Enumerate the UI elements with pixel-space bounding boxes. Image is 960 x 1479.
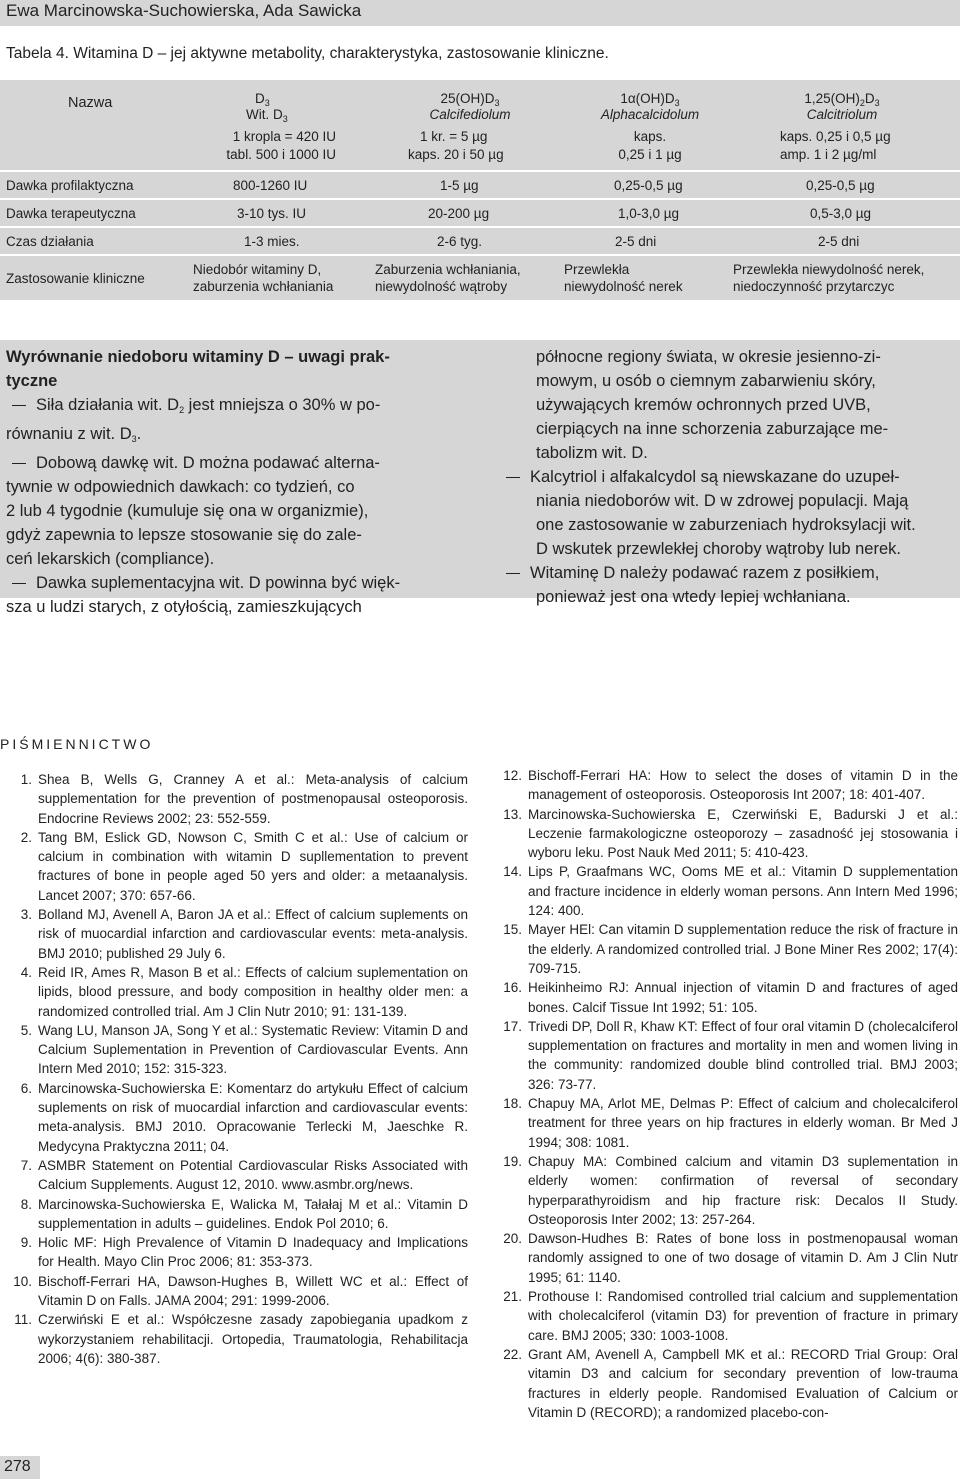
box-line: ponieważ jest ona wtedy lepiej wchłaniana. — [536, 588, 851, 606]
page-number: 278 — [4, 1458, 31, 1475]
reference-number: 6. — [20, 1080, 32, 1096]
dash-bullet-icon — [506, 573, 520, 574]
cell-alfacalcidol: 0,25-0,5 µg — [614, 178, 683, 193]
box-item-2: Dobową dawkę wit. D można podawać alterna- — [6, 451, 466, 475]
reference-item — [4, 770, 468, 828]
calcitriol-name: Calcitriolum — [806, 107, 878, 122]
cell-calcifediol: 20-200 µg — [428, 206, 490, 221]
box-item-4: Kalcytriol i alfakalcydol są niewskazane do uzupeł- — [500, 465, 960, 489]
dash-bullet-icon — [12, 405, 26, 406]
reference-text: ASMBR Statement on Potential Cardiovascular Risks Associated with Calcium Supplements. August 12, 2010. www.asmbr.org/news. — [38, 1157, 468, 1193]
header-alfacalcidol: $1\alpha(OH)D_3$ — [620, 91, 680, 108]
reference-number: 22. — [503, 1346, 522, 1362]
box-line: używających kremów ochronnych przed UVB, — [536, 396, 871, 414]
row-label: Czas działania — [6, 234, 94, 249]
reference-text: Tang BM, Eslick GD, Nowson C, Smith C et al.: Use of calcium or calcium in combination with witamin D supllementation to prevent fractures of bone in people aged 50 yers and older: a metaanalysis. Lancet 2007; 370: 657-66. — [38, 829, 468, 903]
cell-d3: 1-3 mies. — [244, 234, 300, 249]
reference-item — [494, 978, 958, 1017]
calcitriol-dose-2: amp. 1 i 2 µg/ml — [780, 147, 877, 162]
dash-bullet-icon — [506, 477, 520, 478]
reference-text: Holic MF: High Prevalence of Vitamin D Inadequacy and Implications for Health. Mayo Clin Proc 2006; 81: 353-373. — [38, 1235, 468, 1270]
box-line: tywnie w odpowiednich dawkach: co tydzień, co — [6, 478, 355, 496]
cell-calcitriol: 0,5-3,0 µg — [810, 206, 872, 221]
reference-text: Dawson-Hudhes B: Rates of bone loss in postmenopausal woman randomly assigned to one of two dosage of vitamin D. Am J Clin Nutr 1995; 61: 1140. — [528, 1231, 958, 1285]
reference-text: Mayer HEl: Can vitamin D supplementation reduce the risk of fracture in the elderly. A randomized controlled trial. J Bone Miner Res 2002; 17(4): 709-715. — [528, 922, 958, 976]
calcifediol-name: Calcifediolum — [429, 107, 511, 122]
reference-text: Lips P, Graafmans WC, Ooms ME et al.: Vitamin D supplementation and fracture incidence in elderly woman persons. Ann Intern Med 1996; 124: 400. — [528, 864, 958, 919]
table-caption: Tabela 4. Witamina D – jej aktywne metabolity, charakterystyka, zastosowanie kliniczne. — [6, 45, 609, 62]
cell-calcifediol-line1: Zaburzenia wchłaniania, — [375, 262, 521, 277]
reference-number: 7. — [20, 1157, 32, 1173]
header-d3: $D_3$ — [255, 91, 270, 108]
cell-calcitriol-line2: niedoczynność przytarczyc — [733, 279, 895, 294]
reference-item — [494, 1152, 958, 1229]
table-row — [0, 226, 960, 254]
reference-item — [494, 805, 958, 863]
reference-number: 4. — [20, 964, 32, 980]
reference-item — [494, 766, 958, 805]
reference-item — [494, 1017, 958, 1094]
box-item-1-cont: równaniu z wit. $D_3$. — [6, 425, 142, 444]
row-label: Dawka profilaktyczna — [6, 178, 134, 193]
vitamin-d-table — [0, 80, 960, 298]
cell-calcifediol-line2: niewydolność wątroby — [375, 279, 508, 294]
reference-number: 3. — [20, 907, 32, 923]
reference-number: 12. — [503, 768, 522, 783]
reference-item — [4, 1079, 468, 1156]
box-line: niania niedoborów wit. D w zdrowej populacji. Mają — [536, 492, 909, 510]
reference-text: Bolland MJ, Avenell A, Baron JA et al.: Effect of calcium suplements on risk of muocardial infarction and cardiovascular events: meta-analysis. BMJ 2010; published 29 July 6. — [38, 907, 468, 961]
box-item-1: Siła działania wit. $D_2$ jest mniejsza o 30% w po- — [6, 393, 466, 422]
references-left-column — [4, 770, 468, 1368]
header-calcitriol: $1,25(OH)_2D_3$ — [804, 91, 880, 108]
table-row-zastosowanie — [0, 254, 960, 300]
box-right-column — [500, 345, 960, 609]
cell-d3: 800-1260 IU — [233, 178, 308, 193]
alfacalcidol-dose-1: kaps. — [633, 129, 667, 144]
cell-calcitriol: 2-5 dni — [818, 234, 860, 249]
box-line: północne regiony świata, w okresie jesienno-zi- — [536, 348, 881, 366]
table-row — [0, 198, 960, 226]
reference-item — [4, 963, 468, 1021]
reference-number: 17. — [503, 1018, 522, 1034]
table-row — [0, 170, 960, 198]
reference-number: 8. — [20, 1196, 32, 1212]
reference-item — [494, 920, 958, 978]
reference-text: Prothouse I: Randomised controlled trial calcium and supplementation with cholecalciferol (vitamin D3) for prevention of fracture in primary care. BMJ 2005; 330: 1003-1008. — [528, 1289, 958, 1343]
reference-number: 15. — [503, 922, 522, 938]
reference-item — [4, 1233, 468, 1272]
box-line: sza u ludzi starych, z otyłością, zamieszkujących — [6, 598, 362, 616]
reference-text: Bischoff-Ferrari HA: How to select the doses of vitamin D in the management of osteoporosis. Osteoporosis Int 2007; 18: 401-407. — [528, 768, 958, 803]
reference-number: 11. — [14, 1312, 32, 1328]
reference-text: Chapuy MA: Combined calcium and vitamin D3 suplementation in elderly women: confirmation of reversal of secondary hyperparathyroidism and hip fracture risk: Decalos II Study. Osteoporosis Inter 2002; 13: 257-264. — [528, 1153, 958, 1227]
reference-text: Grant AM, Avenell A, Campbell MK et al.: RECORD Trial Group: Oral vitamin D3 and calcium for secondary prevention of low-trauma fractures in elderly people. Randomised Evaluation of Calcium or Vitamin D (RECORD); a randomized placebo-con- — [528, 1346, 958, 1420]
references-heading: PIŚMIENNICTWO — [0, 736, 154, 752]
calcifediol-dose-1: 1 kr. = 5 µg — [420, 129, 488, 144]
reference-item — [494, 1287, 958, 1345]
cell-d3-line2: zaburzenia wchłaniania — [193, 279, 334, 294]
authors: Ewa Marcinowska-Suchowierska, Ada Sawicka — [6, 1, 362, 20]
box-line: one zastosowanie w zaburzeniach hydroksylacji wit. — [536, 516, 916, 534]
cell-alfacalcidol-line2: niewydolność nerek — [564, 279, 683, 294]
dash-bullet-icon — [12, 583, 26, 584]
box-line: D wskutek przewlekłej choroby wątroby lub nerek. — [536, 540, 901, 558]
alfacalcidol-dose-2: 0,25 i 1 µg — [618, 147, 682, 162]
reference-text: Shea B, Wells G, Cranney A et al.: Meta-analysis of calcium supplementation for the prevention of postmenopausal osteoporosis. Endocrine Reviews 2002; 23: 552-559. — [38, 772, 468, 826]
reference-number: 2. — [20, 829, 32, 845]
reference-number: 14. — [503, 864, 522, 880]
cell-calcitriol: 0,25-0,5 µg — [806, 178, 875, 193]
reference-item — [494, 1094, 958, 1152]
reference-number: 10. — [13, 1273, 32, 1289]
box-title: Wyrównanie niedoboru witaminy D – uwagi prak- tyczne — [6, 348, 390, 390]
reference-item — [4, 1195, 468, 1234]
reference-text: Bischoff-Ferrari HA, Dawson-Hughes B, Willett WC et al.: Effect of Vitamin D on Falls. JAMA 2004; 291: 1999-2006. — [38, 1273, 468, 1309]
reference-number: 13. — [503, 806, 522, 822]
reference-text: Chapuy MA, Arlot ME, Delmas P: Effect of calcium and cholecalciferol treatment for three years on hip fractures in elderly woman. Br Med J 1994; 308: 1081. — [528, 1096, 958, 1150]
reference-item — [4, 1021, 468, 1079]
cell-alfacalcidol: 2-5 dni — [615, 234, 657, 249]
reference-number: 19. — [503, 1153, 522, 1169]
reference-item — [4, 905, 468, 963]
dash-bullet-icon — [12, 463, 26, 464]
cell-d3: 3-10 tys. IU — [237, 206, 307, 221]
alfacalcidol-name: Alphacalcidolum — [600, 107, 700, 122]
row-label: Dawka terapeutyczna — [6, 206, 136, 221]
cell-calcifediol: 2-6 tyg. — [437, 234, 483, 249]
reference-text: Marcinowska-Suchowierska E: Komentarz do artykułu Effect of calcium suplements on risk of muocardial infarction and cardiovascular events: meta-analysis. BMJ 2010. Opracowanie Terlecki M, Jaeschke R. Medycyna Praktyczna 2011; 04. — [38, 1080, 468, 1154]
box-line: 2 lub 4 tygodnie (kumuluje się ona w organizmie), — [6, 502, 369, 520]
box-line: gdyż zapewnia to lepsze stosowanie się do zale- — [6, 526, 362, 544]
reference-number: 16. — [503, 980, 522, 996]
cell-alfacalcidol: 1,0-3,0 µg — [618, 206, 680, 221]
reference-text: Marcinowska-Suchowierska E, Walicka M, Tałałaj M et al.: Vitamin D supplementation in adults – guidelines. Endok Pol 2010; 6. — [38, 1196, 468, 1231]
references-right-column — [494, 766, 958, 1422]
reference-text: Marcinowska-Suchowierska E, Czerwiński E, Badurski J et al.: Leczenie farmakologiczne osteoporozy – zasadność jej stosowania i wyboru leku. Post Nauk Med 2011; 5: 410-423. — [528, 806, 958, 861]
cell-calcifediol: 1-5 µg — [440, 178, 479, 193]
reference-number: 21. — [503, 1289, 522, 1305]
cell-alfacalcidol-line1: Przewlekła — [564, 262, 630, 277]
row-label: Zastosowanie kliniczne — [6, 271, 145, 286]
reference-item — [4, 1272, 468, 1311]
calcitriol-dose-1: kaps. 0,25 i 0,5 µg — [780, 129, 891, 144]
reference-text: Trivedi DP, Doll R, Khaw KT: Effect of four oral vitamin D (cholecalciferol supplementation on fractures and mortality in men and women living in the community: randomized double blind controlled trial. BMJ 2003; 326: 73-77. — [528, 1018, 958, 1092]
calcifediol-dose-2: kaps. 20 i 50 µg — [408, 147, 504, 162]
header-nazwa: Nazwa — [68, 95, 113, 111]
header-calcifediol: $25(OH)D_3$ — [440, 91, 500, 108]
reference-text: Heikinheimo RJ: Annual injection of vitamin D and fractures of aged bones. Calcif Tissue Int 1992; 51: 105. — [528, 980, 958, 1015]
reference-item — [4, 1156, 468, 1195]
d3-dose-2: tabl. 500 i 1000 IU — [226, 147, 336, 162]
box-line: tabolizm wit. D. — [536, 444, 648, 462]
box-item-5: Witaminę D należy podawać razem z posiłkiem, — [500, 561, 960, 585]
cell-d3-line1: Niedobór witaminy D, — [193, 262, 322, 277]
header-wit-d3: Wit. $D_3$ — [246, 107, 288, 124]
box-line: mowym, u osób o ciemnym zabarwieniu skóry, — [536, 372, 876, 390]
reference-number: 1. — [20, 772, 32, 787]
reference-item — [494, 862, 958, 920]
reference-text: Wang LU, Manson JA, Song Y et al.: Systematic Review: Vitamin D and Calcium Suplementation in Prevention of Cardiovascular Events. Ann Intern Med 2010; 152: 315-323. — [38, 1022, 468, 1077]
reference-number: 18. — [503, 1096, 522, 1112]
reference-number: 20. — [503, 1231, 522, 1247]
running-header — [0, 0, 960, 26]
practical-remarks-box — [0, 340, 960, 616]
d3-dose-1: 1 kropla = 420 IU — [232, 129, 336, 144]
reference-item — [494, 1345, 958, 1422]
reference-item — [4, 1310, 468, 1368]
reference-text: Czerwiński E et al.: Współczesne zasady zapobiegania upadkom z wykorzystaniem rehabilitacji. Ortopedia, Traumatologia, Rehabilitacja 2006; 4(6): 380-387. — [38, 1312, 468, 1366]
box-item-3: Dawka suplementacyjna wit. D powinna być więk- — [6, 571, 466, 595]
cell-calcitriol-line1: Przewlekła niewydolność nerek, — [733, 262, 925, 277]
table-header-row — [0, 80, 960, 170]
page-number-box — [0, 1456, 40, 1479]
box-line: cierpiących na inne schorzenia zaburzające me- — [536, 420, 889, 438]
box-line: ceń lekarskich (compliance). — [6, 550, 215, 568]
reference-number: 5. — [20, 1022, 32, 1038]
reference-text: Reid IR, Ames R, Mason B et al.: Effects of calcium suplementation on lipids, blood pressure, and body composition in healthy older men: a randomized controlled trial. Am J Clin Nutr 2010; 91: 131-139. — [38, 964, 468, 1019]
box-left-column — [6, 345, 466, 619]
reference-item — [4, 828, 468, 905]
reference-item — [494, 1229, 958, 1287]
reference-number: 9. — [20, 1235, 32, 1251]
